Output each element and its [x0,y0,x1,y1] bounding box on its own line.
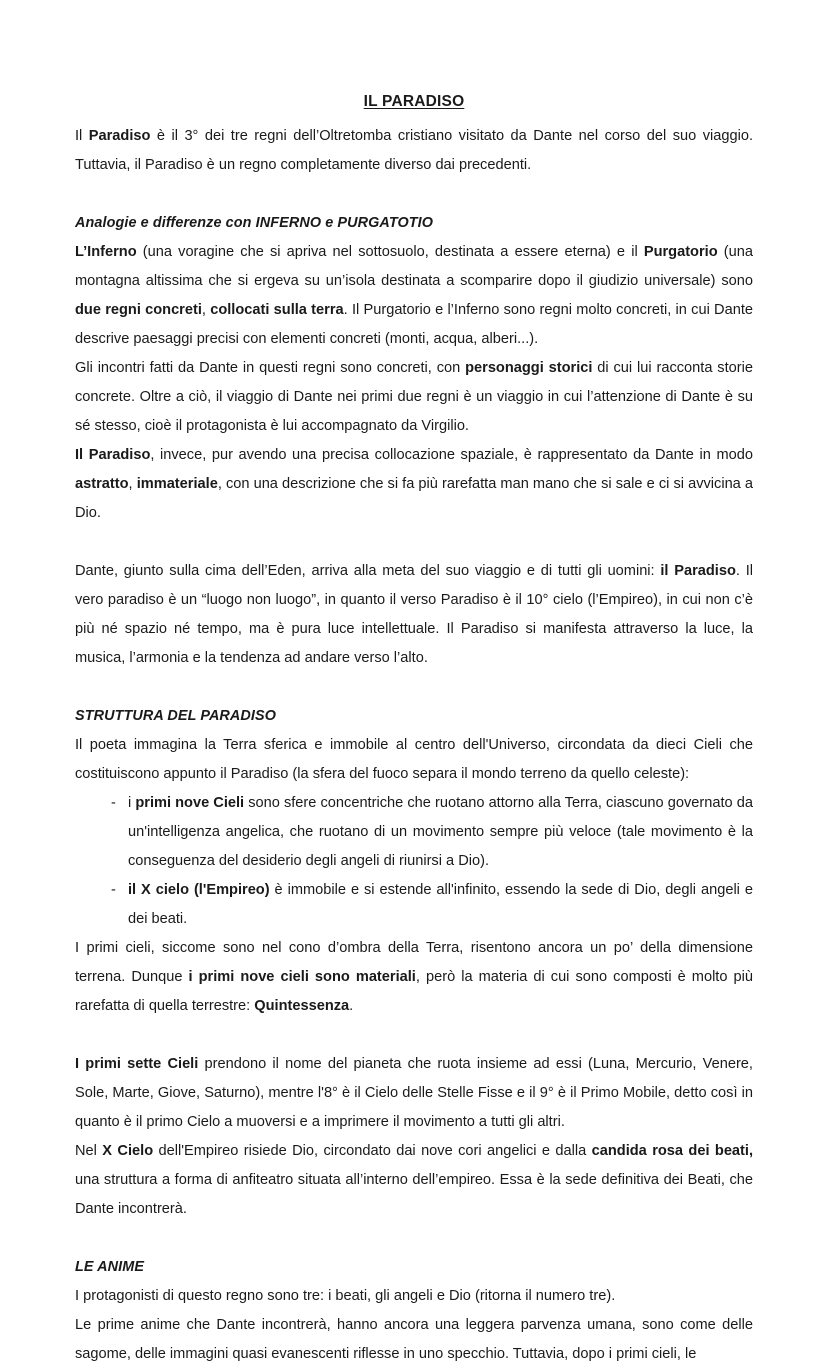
body-text: Gli incontri fatti da Dante in questi regni sono concreti, con [75,359,466,376]
emphasis-text: il X cielo (l'Empireo) [128,881,270,898]
emphasis-text: Paradiso [88,127,151,144]
body-text: I primi cieli, siccome sono nel cono d’ombra della Terra, risentono ancora un po’ della dimensione terrena. Dunque [75,939,753,985]
emphasis-text: I primi sette Cieli [75,1055,199,1072]
body-text: Il [75,127,89,144]
emphasis-text: primi nove Cieli [135,794,245,811]
paragraph-sette-cieli [75,1050,753,1137]
body-text: , invece, pur avendo una precisa collocazione spaziale, è rappresentato da Dante in modo [150,446,753,463]
list-item [75,876,753,934]
body-text: i [128,794,136,811]
body-text: , però la materia di cui sono composti è molto più rarefatta di quella terrestre: [75,968,754,1014]
emphasis-text: X Cielo [102,1142,154,1159]
body-text: di cui lui racconta storie concrete. Oltre a ciò, il viaggio di Dante nei primi due regni è un viaggio in cui l’attenzione di Dante è su sé stesso, cioè il protagonista è lui accompagnato da Virgilio. [75,359,753,434]
emphasis-text: candida rosa dei beati, [591,1142,754,1159]
paragraph-intro [75,122,753,180]
body-text: è immobile e si estende all'infinito, essendo la sede di Dio, degli angeli e dei beati. [128,881,753,927]
body-text: Nel [75,1142,103,1159]
body-text: , [128,475,137,492]
body-text: (una voragine che si apriva nel sottosuolo, destinata a essere eterna) e il [136,243,644,260]
heading-anime: LE ANIME [75,1258,145,1275]
emphasis-text: astratto [75,475,129,492]
list-item [75,789,753,876]
paragraph-analogie-1 [75,238,753,354]
body-text: Il poeta immagina la Terra sferica e immobile al centro dell'Universo, circondata da dieci Cieli che costituiscono appunto il Paradiso (la sfera del fuoco separa il mondo terreno da quello celeste): [75,736,753,782]
bullet-marker-icon: - [111,881,116,898]
spacer [75,673,753,702]
body-text: una struttura a forma di anfiteatro situata all’interno dell’empireo. Essa è la sede definitiva dei Beati, che Dante incontrerà. [75,1171,753,1217]
paragraph-struttura-intro [75,731,753,789]
body-text: Dante, giunto sulla cima dell’Eden, arriva alla meta del suo viaggio e di tutti gli uomini: [75,562,661,579]
paragraph-analogie-3 [75,441,753,528]
body-text: prendono il nome del pianeta che ruota insieme ad essi (Luna, Mercurio, Venere, Sole, Marte, Giove, Saturno), mentre l'8° è il Cielo delle Stelle Fisse e il 9° è il Primo Mobile, detto così in quanto è il primo Cielo a muoversi e a imprimere il movimento a tutti gli altri. [75,1055,753,1130]
paragraph-anime-1 [75,1282,753,1311]
emphasis-text: il Paradiso [660,562,736,579]
body-text: , con una descrizione che si fa più rarefatta man mano che si sale e ci si avvicina a Dio. [75,475,754,521]
body-text: Le prime anime che Dante incontrerà, hanno ancora una leggera parvenza umana, sono come delle sagome, delle immagini quasi evanescenti riflesse in uno specchio. Tuttavia, dopo i primi cieli, le [75,1316,753,1362]
page-title [75,92,753,113]
body-text: è il 3° dei tre regni dell’Oltretomba cristiano visitato da Dante nel corso del suo viaggio. Tuttavia, il Paradiso è un regno completamente diverso dai precedenti. [75,127,754,173]
emphasis-text: Quintessenza [254,997,350,1014]
body-text: sono sfere concentriche che ruotano attorno alla Terra, ciascuno governato da un'intelligenza angelica, che ruotano di un movimento sempre più veloce (tale movimento è la conseguenza del desiderio degli angeli di riunirsi a Dio). [128,794,753,869]
paragraph-eden [75,557,753,673]
emphasis-text: collocati sulla terra [210,301,344,318]
bullet-marker-icon: - [111,794,116,811]
paragraph-anime-2 [75,1311,753,1369]
spacer [75,1021,753,1050]
emphasis-text: Purgatorio [643,243,718,260]
emphasis-text: personaggi storici [465,359,593,376]
body-text: . Il Purgatorio e l’Inferno sono regni molto concreti, in cui Dante descrive paesaggi precisi con elementi concreti (monti, acqua, alberi...). [75,301,754,347]
page-title-text: IL PARADISO [363,93,465,110]
body-text: I protagonisti di questo regno sono tre: i beati, gli angeli e Dio (ritorna il numero tre). [75,1287,616,1304]
body-text: (una montagna altissima che si ergeva su un’isola destinata a scomparire dopo il giudizio universale) sono [75,243,753,289]
struttura-bullet-list [75,789,753,934]
emphasis-text: L’Inferno [75,243,137,260]
body-text: , [201,301,211,318]
spacer [75,180,753,209]
spacer [75,528,753,557]
body-text: dell'Empireo risiede Dio, circondato dai nove cori angelici e dalla [153,1142,592,1159]
spacer [75,1224,753,1253]
paragraph-analogie-2 [75,354,753,441]
emphasis-text: Il Paradiso [75,446,151,463]
body-text: . Il vero paradiso è un “luogo non luogo”, in quanto il verso Paradiso è il 10° cielo (l’Empireo), in cui non c’è più né spazio né tempo, ma è pura luce intellettuale. Il Paradiso si manifesta attraverso la luce, la musica, l’armonia e la tendenza ad andare verso l’alto. [75,562,754,666]
emphasis-text: immateriale [136,475,218,492]
heading-struttura: STRUTTURA DEL PARADISO [75,707,277,724]
heading-analogie: Analogie e differenze con INFERNO e PURGATOTIO [75,214,434,231]
body-text: . [349,997,354,1014]
emphasis-text: due regni concreti [75,301,202,318]
paragraph-struttura-outro [75,934,753,1021]
paragraph-x-cielo [75,1137,753,1224]
emphasis-text: i primi nove cieli sono materiali [188,968,416,985]
